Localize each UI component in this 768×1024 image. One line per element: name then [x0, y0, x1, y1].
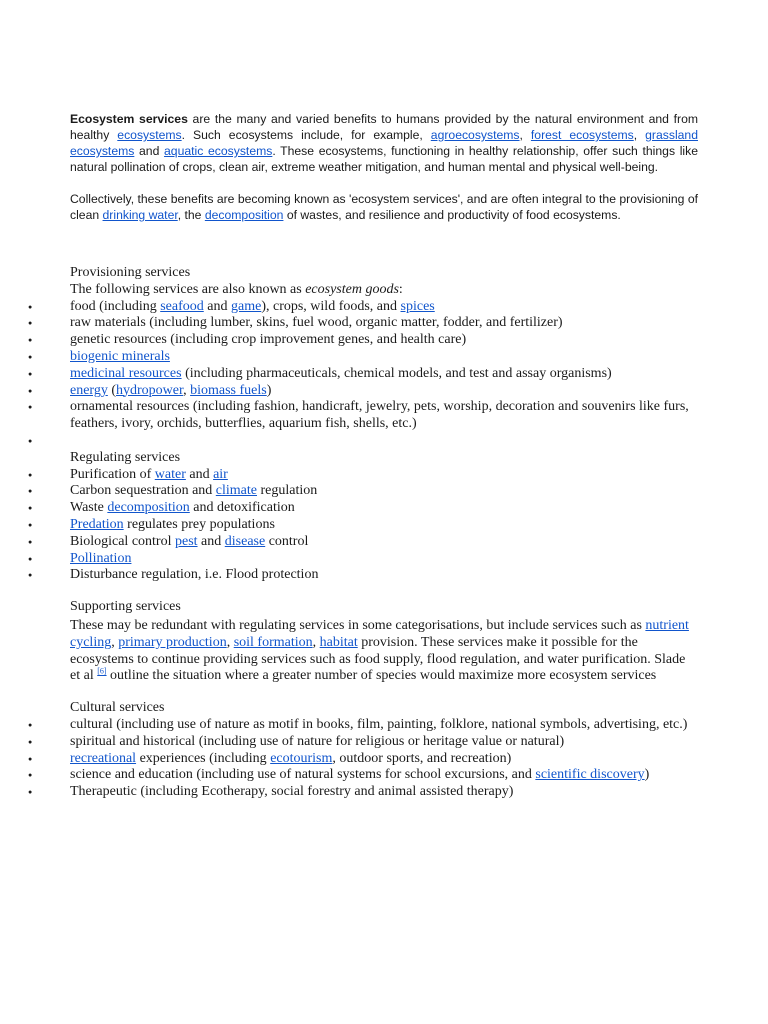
- link-scientific-discovery[interactable]: scientific discovery: [535, 767, 645, 783]
- cultural-section: [70, 700, 698, 801]
- link-aquatic-ecosystems[interactable]: aquatic ecosystems: [164, 144, 273, 158]
- intro-paragraph-1: [70, 111, 698, 175]
- link-ecosystems[interactable]: ecosystems: [117, 128, 182, 142]
- text: ), crops, wild foods, and: [261, 298, 401, 314]
- text: provision. These services make it possible for the ecosystems to continue providing services such as food supply, flood regulation, and water purification. Slade et al: [70, 634, 686, 684]
- text: ,: [633, 128, 646, 142]
- text: ,: [111, 634, 119, 650]
- link-drinking-water[interactable]: drinking water: [102, 208, 178, 222]
- text: , outdoor sports, and recreation): [332, 750, 512, 766]
- link-grassland-ecosystems[interactable]: grassland ecosystems: [70, 128, 698, 158]
- text: and: [203, 298, 231, 314]
- supporting-section: [70, 599, 698, 685]
- link-pollination[interactable]: Pollination: [70, 550, 132, 566]
- regulating-heading: Regulating services: [70, 449, 181, 465]
- list-item: [70, 366, 698, 383]
- text: These may be redundant with regulating services in some categorisations, but include services such as: [70, 617, 646, 633]
- text: ): [644, 767, 650, 783]
- text: regulates prey populations: [123, 516, 275, 532]
- list-item: [70, 349, 698, 366]
- text: (: [107, 382, 117, 398]
- link-habitat[interactable]: habitat: [319, 634, 358, 650]
- supporting-heading: Supporting services: [70, 599, 181, 615]
- term-ecosystem-services: Ecosystem services: [70, 112, 188, 126]
- text: The following services are also known as: [70, 281, 306, 297]
- regulating-section: [70, 450, 698, 584]
- link-agroecosystems[interactable]: agroecosystems: [430, 128, 520, 142]
- link-recreational[interactable]: recreational: [70, 750, 137, 766]
- text: and detoxification: [189, 500, 295, 516]
- link-medicinal-resources[interactable]: medicinal resources: [70, 365, 182, 381]
- text: science and education (including use of natural systems for school excursions, and: [70, 767, 536, 783]
- text: (including pharmaceuticals, chemical models, and test and assay organisms): [181, 365, 612, 381]
- link-hydropower[interactable]: hydropower: [116, 382, 184, 398]
- text: are the many and varied benefits to humans provided by the natural environment and from healthy: [70, 112, 698, 142]
- provisioning-section: [70, 265, 698, 450]
- list-item: [70, 500, 698, 517]
- link-energy[interactable]: energy: [70, 382, 108, 398]
- link-spices[interactable]: spices: [400, 298, 435, 314]
- supporting-paragraph: [70, 618, 698, 685]
- list-item: [70, 383, 698, 400]
- text: food (including: [70, 298, 161, 314]
- text: . Such ecosystems include, for example,: [181, 128, 431, 142]
- link-decomposition-2[interactable]: decomposition: [107, 500, 190, 516]
- cultural-list: [70, 717, 698, 801]
- text: Carbon sequestration and: [70, 483, 216, 499]
- link-air[interactable]: air: [213, 466, 228, 482]
- list-item: [70, 517, 698, 534]
- text: ,: [183, 382, 191, 398]
- text: ,: [226, 634, 234, 650]
- cultural-heading: Cultural services: [70, 700, 165, 716]
- link-reference-6[interactable]: [6]: [97, 666, 107, 676]
- link-ecotourism[interactable]: ecotourism: [270, 750, 333, 766]
- link-disease[interactable]: disease: [224, 533, 266, 549]
- text: regulation: [257, 483, 318, 499]
- list-item: ● Disturbance regulation, i.e. Flood protection: [70, 567, 698, 584]
- text: and: [134, 144, 165, 158]
- link-biomass-fuels[interactable]: biomass fuels: [190, 382, 267, 398]
- list-item: [70, 767, 698, 784]
- text: control: [265, 533, 309, 549]
- link-primary-production[interactable]: primary production: [118, 634, 227, 650]
- text: ,: [312, 634, 320, 650]
- document-page: [70, 111, 698, 801]
- list-item-empty: [70, 433, 698, 450]
- link-climate[interactable]: climate: [215, 483, 257, 499]
- intro-paragraph-2: [70, 191, 698, 223]
- list-item: ● Therapeutic (including Ecotherapy, social forestry and animal assisted therapy): [70, 784, 698, 801]
- link-game[interactable]: game: [230, 298, 262, 314]
- link-decomposition[interactable]: decomposition: [204, 208, 284, 222]
- provisioning-list: [70, 299, 698, 450]
- term-ecosystem-goods: ecosystem goods: [305, 281, 399, 297]
- text: experiences (including: [136, 750, 271, 766]
- list-item: ● raw materials (including lumber, skins, fuel wood, organic matter, fodder, and fertilizer): [70, 315, 698, 332]
- link-water[interactable]: water: [154, 466, 186, 482]
- text: ,: [519, 128, 531, 142]
- link-predation[interactable]: Predation: [70, 516, 124, 532]
- link-nutrient-cycling[interactable]: nutrient cycling: [70, 617, 689, 650]
- link-soil-formation[interactable]: soil formation: [233, 634, 313, 650]
- list-item: ● spiritual and historical (including use of nature for religious or heritage value or natural): [70, 734, 698, 751]
- list-item: [70, 467, 698, 484]
- text: outline the situation where a greater number of species would maximize more ecosystem services: [106, 668, 657, 684]
- text: ): [266, 382, 272, 398]
- link-biogenic-minerals[interactable]: biogenic minerals: [70, 348, 170, 364]
- list-item: ● ornamental resources (including fashion, handicraft, jewelry, pets, worship, decoration and souvenirs like furs, feathers, ivory, orchids, butterflies, aquarium fish, shells, etc.): [70, 399, 698, 433]
- regulating-list: [70, 467, 698, 585]
- list-item: [70, 751, 698, 768]
- list-item: [70, 551, 698, 568]
- list-item: [70, 483, 698, 500]
- text: Purification of: [70, 466, 155, 482]
- link-pest[interactable]: pest: [174, 533, 198, 549]
- list-item: ● genetic resources (including crop improvement genes, and health care): [70, 332, 698, 349]
- text: and: [197, 533, 225, 549]
- text: of wastes, and resilience and productivity of food ecosystems.: [283, 208, 621, 222]
- text: Biological control: [70, 533, 175, 549]
- text: Collectively, these benefits are becoming known as 'ecosystem services', and are often integral to the provisioning of clean: [70, 192, 698, 222]
- provisioning-subtitle: [70, 282, 698, 299]
- link-seafood[interactable]: seafood: [160, 298, 204, 314]
- text: . These ecosystems, functioning in healthy relationship, offer such things like natural pollination of crops, clean air, extreme weather mitigation, and human mental and physical well-being.: [70, 144, 698, 174]
- list-item: ● cultural (including use of nature as motif in books, film, painting, folklore, national symbols, advertising, etc.): [70, 717, 698, 734]
- text: , the: [177, 208, 205, 222]
- list-item: [70, 534, 698, 551]
- text: :: [398, 281, 403, 297]
- text: and: [185, 466, 214, 482]
- list-item: [70, 299, 698, 316]
- text: Waste: [70, 500, 108, 516]
- provisioning-heading: Provisioning services: [70, 265, 191, 280]
- link-forest-ecosystems[interactable]: forest ecosystems: [530, 128, 634, 142]
